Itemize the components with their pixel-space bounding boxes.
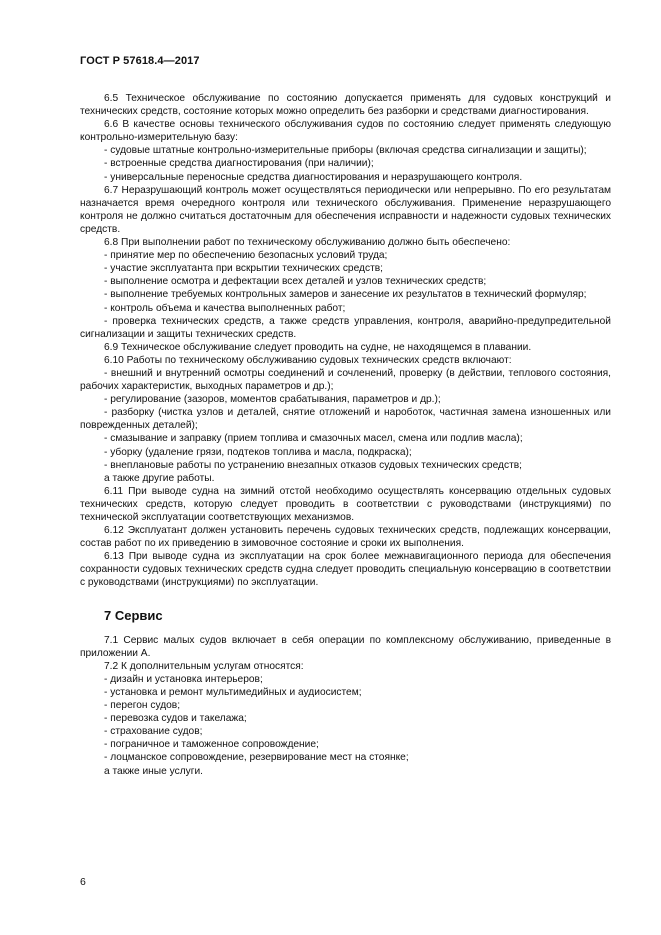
document-body [80,92,611,778]
list-item: - универсальные переносные средства диагностирования и неразрушающего контроля. [104,171,523,183]
paragraph-6-5: 6.5 Техническое обслуживание по состоянию допускается применять для судовых конструкций и технических средств, состояние которых можно определить без разборки и средствами диагностирования. [80,93,611,118]
list-item: - проверка технических средств, а также средств управления, контроля, аварийно-предупредительной сигнализации и защиты технических средств. [80,315,611,340]
list-item: - контроль объема и качества выполненных работ; [104,302,346,314]
document-header: ГОСТ Р 57618.4—2017 [80,55,200,67]
list-item: а также иные услуги. [104,765,203,777]
list-item: - страхование судов; [104,726,203,738]
list-item: - лоцманское сопровождение, резервирование мест на стоянке; [104,752,409,764]
paragraph-6-9: 6.9 Техническое обслуживание следует проводить на судне, не находящемся в плавании. [104,341,532,353]
list-item: - перегон судов; [104,700,181,712]
list-item: - дизайн и установка интерьеров; [104,673,263,685]
list-item: - внешний и внутренний осмотры соединений и сочленений, проверку (в действии, теплового состояния, рабочих характеристик, выходных параметров и др.); [80,367,611,393]
list-item: - смазывание и заправку (прием топлива и смазочных масел, смена или подлив масла); [104,433,523,445]
section-title: 7 Сервис [104,607,163,623]
paragraph-7-2: 7.2 К дополнительным услугам относятся: [104,660,304,672]
page-number: 6 [80,876,86,888]
paragraph-6-7: 6.7 Неразрушающий контроль может осуществляться периодически или непрерывно. По его результатам назначается время очередного контроля или технического обслуживания. Применение неразрушающего контроля не должно считаться достаточным для обеспечения исправности и надежности судовых технических средств. [80,184,611,235]
paragraph-6-10: 6.10 Работы по техническому обслуживанию судовых технических средств включают: [104,354,512,366]
list-item: - участие эксплуатанта при вскрытии технических средств; [104,263,383,275]
list-item: - перевозка судов и такелажа; [104,713,247,725]
paragraph-6-12: 6.12 Эксплуатант должен установить перечень судовых технических средств, подлежащих консервации, состав работ по их приведению в зимовочное состояние и сроки их выполнения. [80,525,611,550]
paragraph-6-11: 6.11 При выводе судна на зимний отстой необходимо осуществлять консервацию отдельных судовых технических средств, которую следует проводить в соответствии с руководствами (инструкциями) по технической эксплуатации соответствующих механизмов. [80,485,611,523]
list-item: - уборку (удаление грязи, подтеков топлива и масла, подкраска); [104,446,412,458]
list-item: - регулирование (зазоров, моментов срабатывания, параметров и др.); [104,394,441,406]
list-item: - выполнение требуемых контрольных замеров и занесение их результатов в технический формуляр; [104,289,587,301]
list-item: - пограничное и таможенное сопровождение; [104,739,319,751]
paragraph-7-1: 7.1 Сервис малых судов включает в себя операции по комплексному обслуживанию, приведенные в приложении А. [80,634,611,659]
list-item: - встроенные средства диагностирования (при наличии); [104,158,374,170]
list-item: - внеплановые работы по устранению внезапных отказов судовых технических средств; [104,459,522,471]
list-item: - принятие мер по обеспечению безопасных условий труда; [104,250,388,262]
paragraph-6-13: 6.13 При выводе судна из эксплуатации на срок более межнавигационного периода для обеспечения сохранности судовых технических средств судна следует проводить специальную консервацию в соответствии с руководствами (инструкциями) по эксплуатации. [80,551,611,589]
paragraph-6-6: 6.6 В качестве основы технического обслуживания судов по состоянию следует применять следующую контрольно-измерительную базу: [80,119,611,144]
list-item: - судовые штатные контрольно-измерительные приборы (включая средства сигнализации и защиты); [104,145,587,157]
list-item: а также другие работы. [104,472,215,484]
list-item: - установка и ремонт мультимедийных и аудиосистем; [104,686,362,698]
list-item: - разборку (чистка узлов и деталей, снятие отложений и нароботок, частичная замена изношенных или поврежденных деталей); [80,407,611,432]
list-item: - выполнение осмотра и дефектации всех деталей и узлов технических средств; [104,276,487,288]
paragraph-6-8: 6.8 При выполнении работ по техническому обслуживанию должно быть обеспечено: [104,237,511,249]
